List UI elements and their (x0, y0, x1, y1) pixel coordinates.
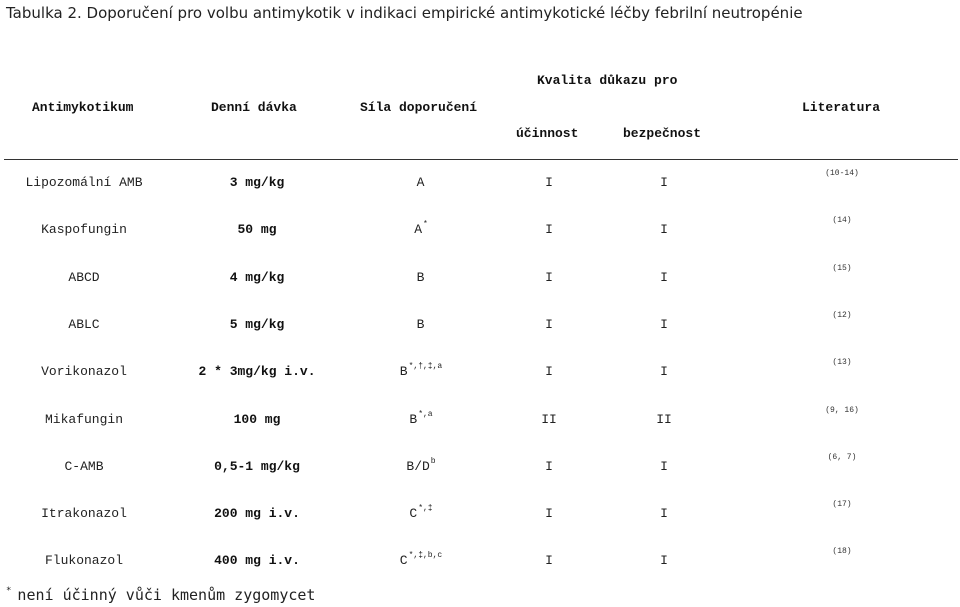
cell-ucinnost: I (545, 553, 553, 569)
cell-sila-doporuceni: A* (414, 220, 428, 238)
cell-denni-davka: 5 mg/kg (229, 316, 285, 332)
cell-antimykotikum: Mikafungin (44, 411, 124, 427)
table-row (0, 547, 960, 577)
cell-ucinnost: I (545, 269, 553, 285)
header-sila-doporuceni: Síla doporučení (360, 100, 478, 115)
cell-antimykotikum: C-AMB (64, 458, 104, 474)
cell-bezpecnost: I (660, 364, 668, 380)
cell-bezpecnost: I (660, 175, 668, 190)
table-caption: Tabulka 2. Doporučení pro volbu antimykotik v indikaci empirické antimykotické léčby febrilní neutropénie (6, 4, 803, 22)
cell-ucinnost: I (545, 316, 553, 332)
grade-footnote-marks: *,a (418, 409, 433, 419)
cell-literatura: (6, 7) (827, 452, 857, 462)
cell-denni-davka: 4 mg/kg (229, 269, 285, 285)
grade-footnote-marks: * (423, 220, 428, 230)
footnote (6, 586, 315, 604)
header-kvalita-dukazu: Kvalita důkazu pro (537, 73, 678, 88)
cell-ucinnost: II (541, 411, 557, 427)
cell-ucinnost: I (545, 364, 553, 380)
header-rule (4, 159, 958, 160)
cell-bezpecnost: I (660, 553, 668, 569)
table-row (0, 310, 960, 341)
cell-denni-davka: 50 mg (237, 222, 277, 238)
table-row (0, 500, 960, 530)
grade-footnote-marks: *,†,‡,a (408, 362, 443, 372)
grade-footnote-marks: *,‡ (418, 504, 433, 514)
header-denni-davka: Denní dávka (211, 100, 297, 115)
cell-literatura: (15) (832, 263, 852, 273)
cell-bezpecnost: I (660, 222, 668, 238)
cell-sila-doporuceni: B (416, 316, 425, 332)
cell-ucinnost: I (545, 175, 553, 190)
table-row (0, 452, 960, 483)
cell-bezpecnost: I (660, 458, 668, 474)
cell-literatura: (12) (832, 310, 852, 320)
header-bezpecnost: bezpečnost (623, 126, 702, 141)
cell-antimykotikum: Itrakonazol (41, 506, 127, 522)
cell-antimykotikum: Lipozomální AMB (25, 175, 143, 190)
cell-sila-doporuceni: $B^{*,\dagger,\ddagger,a}$ (399, 362, 443, 380)
header-literatura: Literatura (802, 100, 881, 115)
cell-denni-davka: 0,5-1 mg/kg (214, 458, 300, 474)
cell-literatura: (18) (832, 547, 852, 557)
cell-sila-doporuceni: $C^{*,\ddagger,b,c}$ (399, 551, 443, 569)
cell-antimykotikum: Kaspofungin (41, 222, 127, 238)
table-row (0, 216, 960, 246)
table-row (0, 405, 960, 436)
header-antimykotikum: Antimykotikum (32, 100, 134, 115)
cell-sila-doporuceni: B (416, 269, 425, 285)
header-ucinnost: účinnost (516, 126, 579, 141)
cell-bezpecnost: I (660, 506, 668, 522)
cell-denni-davka: 200 mg i.v. (214, 506, 300, 522)
cell-bezpecnost: II (656, 411, 672, 427)
cell-antimykotikum: Vorikonazol (41, 364, 127, 380)
cell-sila-doporuceni: $B^{*,a}$ (409, 409, 433, 427)
cell-antimykotikum: Flukonazol (44, 553, 124, 569)
grade-footnote-marks: b (430, 456, 436, 466)
grade-footnote-marks: *,‡,b,c (408, 551, 443, 561)
cell-antimykotikum: ABLC (68, 316, 100, 332)
cell-ucinnost: I (545, 506, 553, 522)
cell-denni-davka: 100 mg (233, 411, 281, 427)
cell-sila-doporuceni: $B/D^b$ (406, 456, 436, 474)
cell-denni-davka: 2 * 3mg/kg i.v. (198, 364, 316, 380)
cell-literatura: (13) (832, 358, 852, 368)
cell-antimykotikum: ABCD (68, 269, 100, 285)
table-row (0, 358, 960, 388)
footnote-text: není účinný vůči kmenům zygomycet (17, 586, 316, 604)
table-row (0, 169, 960, 199)
cell-ucinnost: I (545, 222, 553, 238)
cell-literatura: (9, 16) (825, 405, 859, 415)
cell-ucinnost: I (545, 458, 553, 474)
cell-literatura: (14) (832, 216, 852, 226)
cell-sila-doporuceni: C*,‡ (409, 504, 433, 522)
cell-bezpecnost: I (660, 316, 668, 332)
cell-literatura: (10-14) (825, 169, 859, 178)
cell-literatura: (17) (832, 500, 852, 510)
cell-bezpecnost: I (660, 269, 668, 285)
footnote-mark: * (6, 586, 12, 596)
table-row (0, 263, 960, 294)
cell-denni-davka: 400 mg i.v. (214, 553, 300, 569)
cell-sila-doporuceni: A (416, 175, 425, 190)
cell-denni-davka: 3 mg/kg (229, 175, 285, 190)
